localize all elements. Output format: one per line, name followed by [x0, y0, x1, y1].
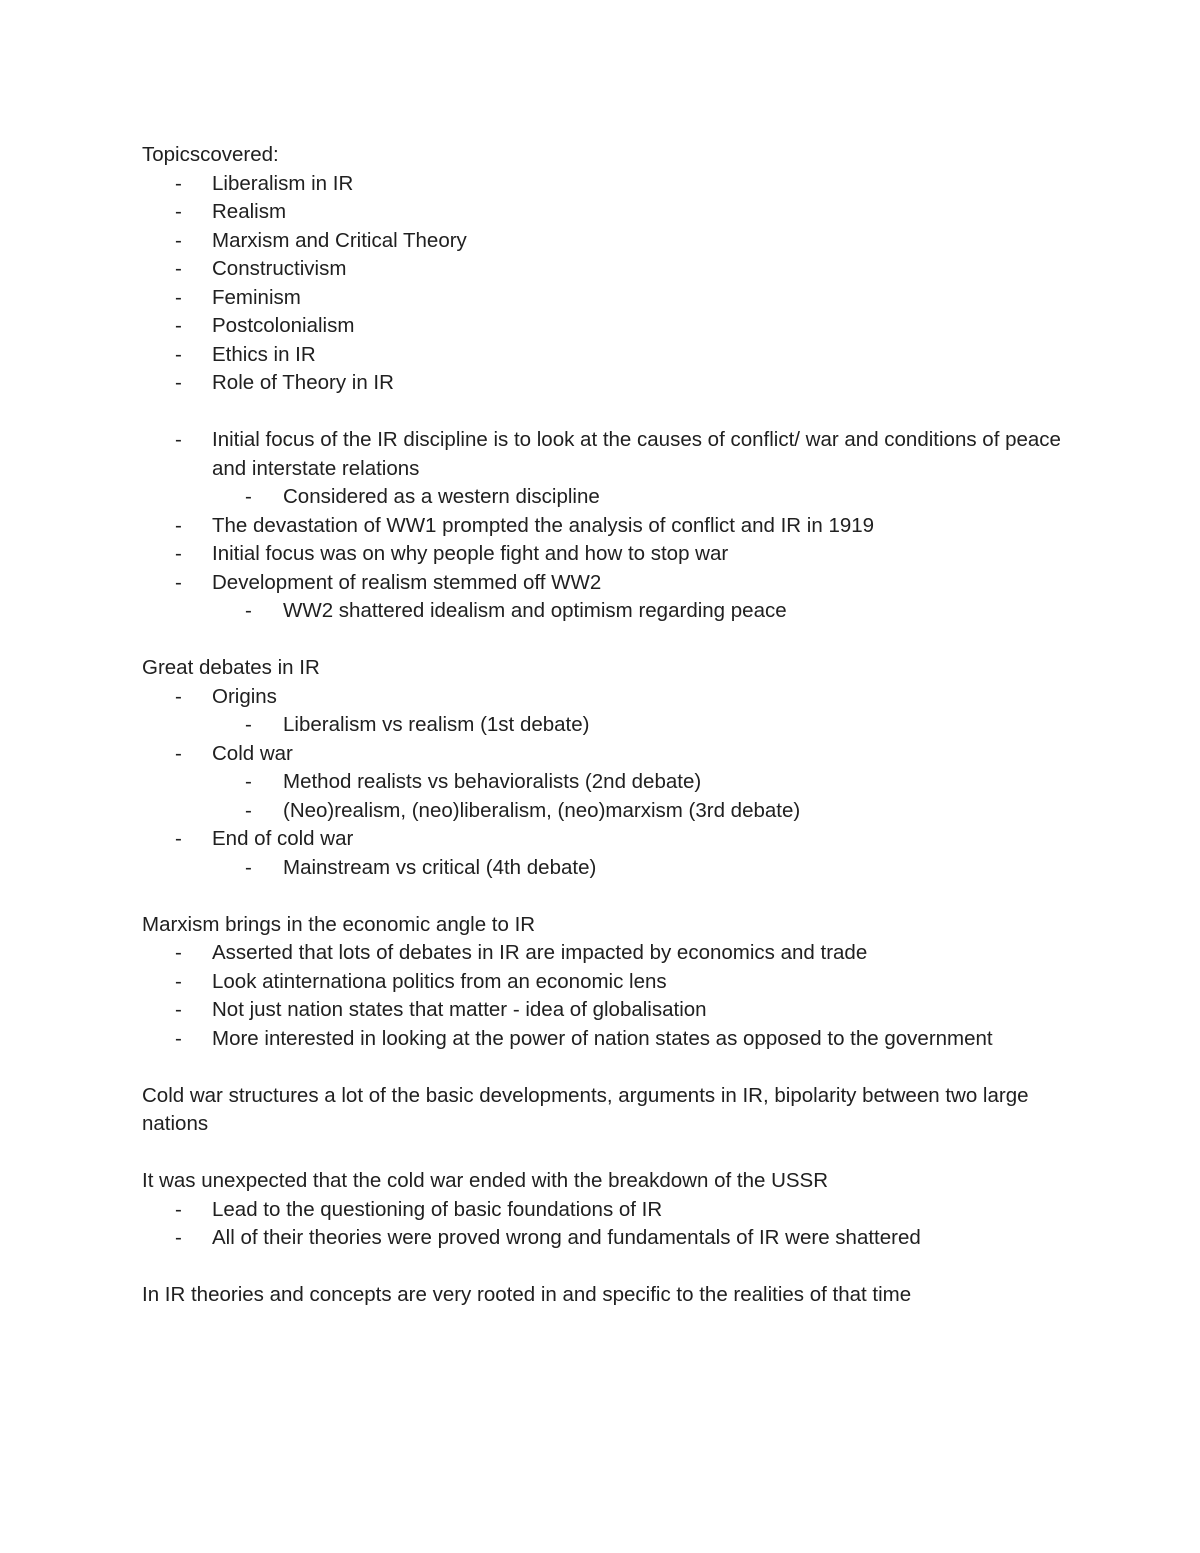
sub-list-item: - Liberalism vs realism (1st debate) [212, 711, 1062, 740]
list-item-text: Ethics in IR [212, 342, 316, 366]
list-item-text: Initial focus was on why people fight and how to stop war [212, 542, 729, 565]
list-item [142, 341, 1062, 370]
list-item-text: Realism [212, 200, 287, 223]
paragraph-gap [142, 882, 1062, 911]
list-item [142, 1025, 1062, 1054]
sub-list-item: - Considered as a western discipline [212, 483, 1062, 512]
document-body [142, 141, 1062, 1310]
paragraph-gap [142, 1053, 1062, 1082]
list-item-text: Development of realism stemmed off WW2 [212, 570, 602, 594]
list-item [142, 227, 1062, 256]
bullet-list [142, 683, 1062, 883]
list-item [142, 255, 1062, 284]
list-item-text: Feminism [212, 285, 301, 309]
list-item-text: Origins [212, 684, 277, 708]
list-item-text: Liberalism in IR [212, 171, 354, 195]
paragraph-heading: Topicscovered: [142, 143, 279, 166]
sub-bullet-list [212, 768, 1062, 825]
list-item [142, 540, 1062, 569]
bullet-list [142, 170, 1062, 398]
list-item-text: Not just nation states that matter - idea of globalisation [212, 998, 707, 1021]
list-item-text: The devastation of WW1 prompted the analysis of conflict and IR in 1919 [212, 513, 875, 537]
list-item-text: Role of Theory in IR [212, 371, 394, 394]
sub-list-item: - Mainstream vs critical (4th debate) [212, 854, 1062, 883]
list-item [142, 312, 1062, 341]
list-item-text: More interested in looking at the power of nation states as opposed to the government [212, 1026, 993, 1050]
list-item [142, 198, 1062, 227]
sub-bullet-list [212, 854, 1062, 883]
list-item-text: Postcolonialism [212, 314, 355, 337]
list-item [142, 939, 1062, 968]
list-item-text: Initial focus of the IR discipline is to look at the causes of conflict/ war and conditions of peace and interstate relations [212, 428, 1061, 480]
paragraph-heading: It was unexpected that the cold war ended with the breakdown of the USSR [142, 1169, 829, 1192]
list-item [142, 968, 1062, 997]
list-item-text: Cold war [212, 741, 293, 765]
list-item [142, 284, 1062, 313]
list-item-text: Lead to the questioning of basic foundations of IR [212, 1197, 663, 1221]
paragraph-gap [142, 398, 1062, 427]
list-item [142, 369, 1062, 398]
list-item-text: All of their theories were proved wrong and fundamentals of IR were shattered [212, 1226, 921, 1249]
list-item-text: Marxism and Critical Theory [212, 228, 467, 252]
sub-bullet-list [212, 483, 1062, 512]
list-item [142, 1196, 1062, 1225]
paragraph-heading: In IR theories and concepts are very rooted in and specific to the realities of that time [142, 1283, 912, 1306]
paragraph-gap [142, 1139, 1062, 1168]
bullet-list [142, 939, 1062, 1053]
sub-bullet-list [212, 711, 1062, 740]
paragraph-heading: Great debates in IR [142, 656, 320, 679]
sub-bullet-list [212, 597, 1062, 626]
sub-list-item: - WW2 shattered idealism and optimism regarding peace [212, 597, 1062, 626]
paragraph-gap [142, 626, 1062, 655]
bullet-list [142, 1196, 1062, 1253]
list-item-text: Look atinternationa politics from an economic lens [212, 969, 667, 993]
list-item-text: Constructivism [212, 257, 347, 280]
list-item [142, 996, 1062, 1025]
list-item [142, 426, 1062, 512]
list-item [142, 683, 1062, 740]
list-item [142, 569, 1062, 626]
list-item [142, 512, 1062, 541]
paragraph-gap [142, 1253, 1062, 1282]
list-item-text: Asserted that lots of debates in IR are impacted by economics and trade [212, 941, 868, 964]
paragraph-heading: Cold war structures a lot of the basic developments, arguments in IR, bipolarity between two large nations [142, 1083, 1029, 1135]
list-item [142, 1224, 1062, 1253]
paragraph-heading: Marxism brings in the economic angle to IR [142, 912, 536, 936]
list-item [142, 825, 1062, 882]
sub-list-item: - (Neo)realism, (neo)liberalism, (neo)marxism (3rd debate) [212, 797, 1062, 826]
list-item [142, 740, 1062, 826]
list-item-text: End of cold war [212, 827, 354, 850]
bullet-list [142, 426, 1062, 626]
list-item [142, 170, 1062, 199]
sub-list-item: - Method realists vs behavioralists (2nd debate) [212, 768, 1062, 797]
